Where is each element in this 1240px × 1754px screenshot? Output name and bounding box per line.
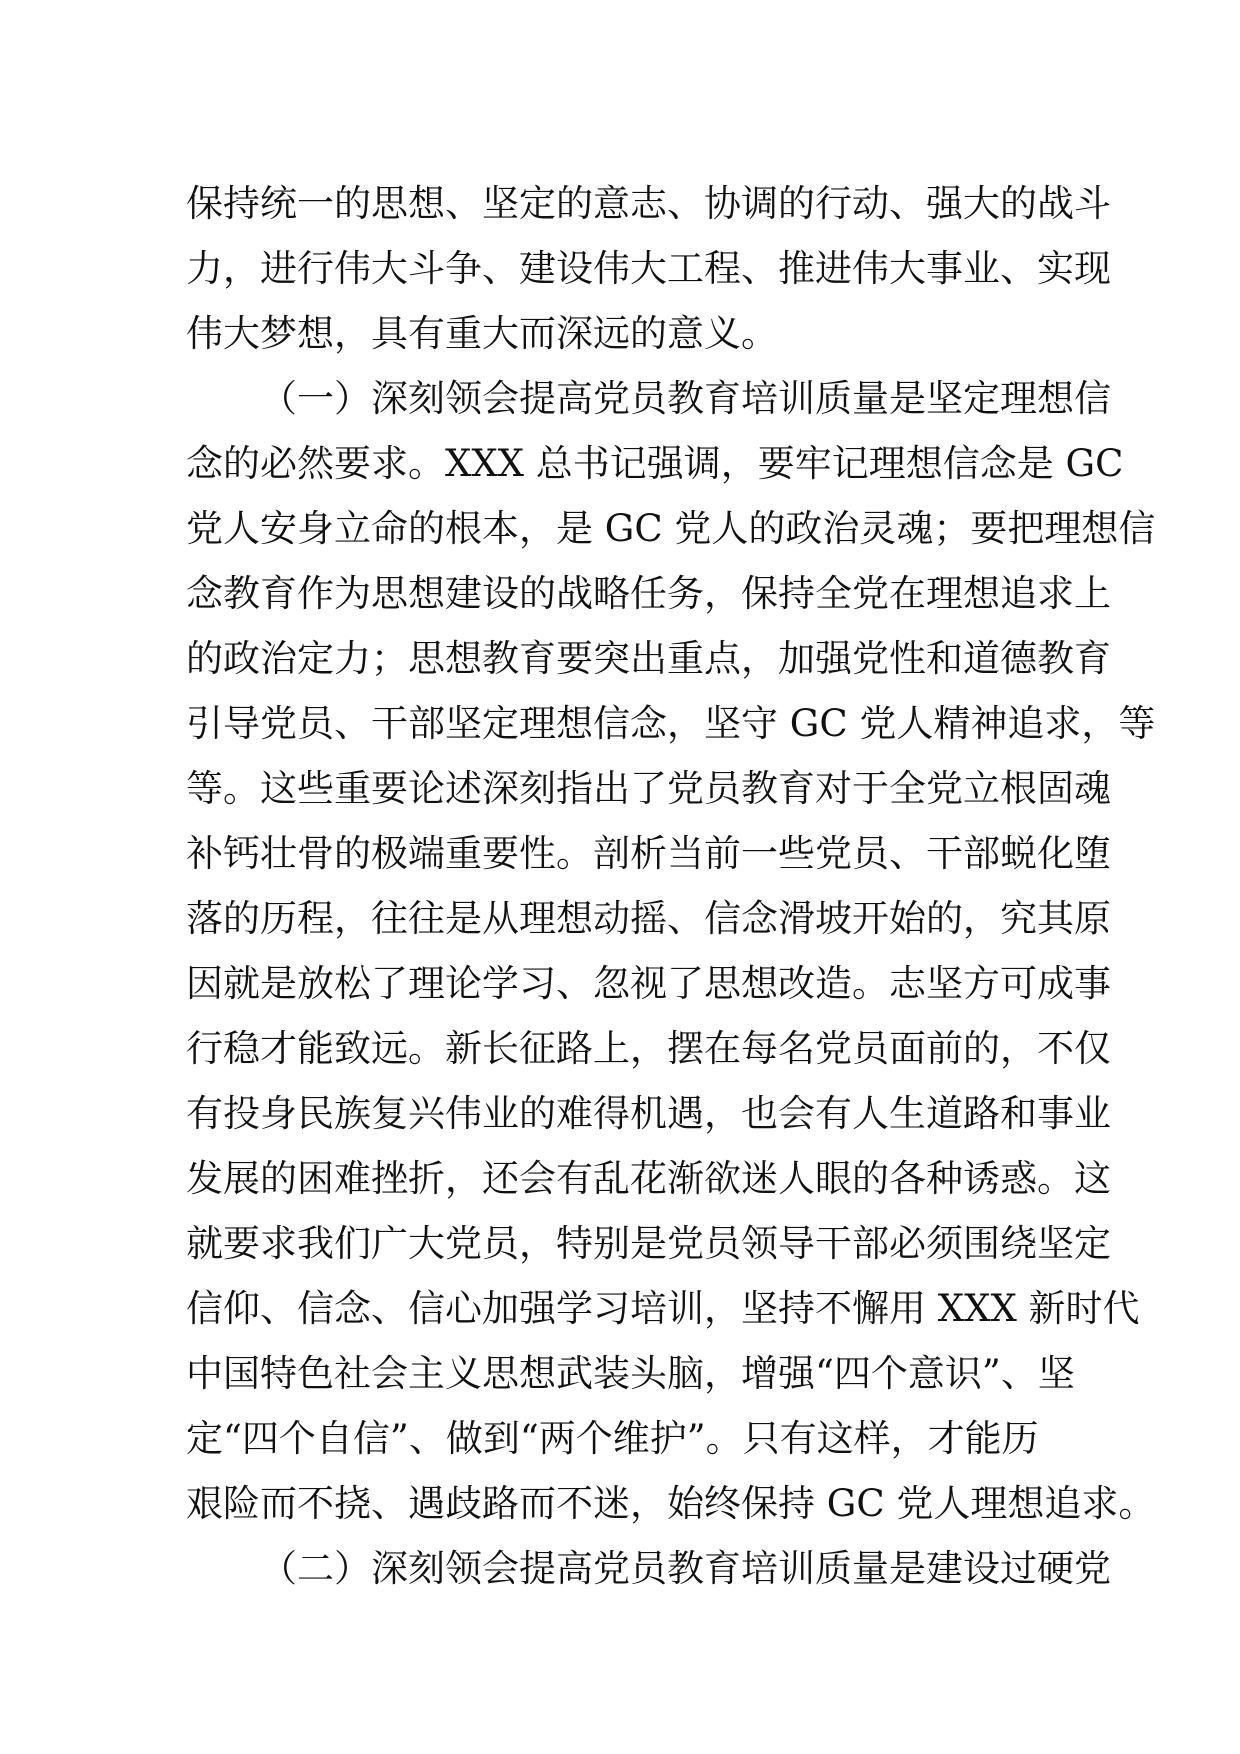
text-line: 中国特色社会主义思想武装头脑，增强“四个意识”、坚 <box>186 1352 1075 1395</box>
text-line: 就要求我们广大党员，特别是党员领导干部必须围绕坚定 <box>186 1222 1111 1265</box>
text-line: 补钙壮骨的极端重要性。剖析当前一些党员、干部蜕化堕 <box>186 832 1111 875</box>
text-line: 行稳才能致远。新长征路上，摆在每名党员面前的，不仅 <box>186 1027 1111 1070</box>
body-text <box>186 171 1156 1601</box>
text-line: 有投身民族复兴伟业的难得机遇，也会有人生道路和事业 <box>186 1092 1111 1135</box>
section-heading-1: （一）深刻领会提高党员教育培训质量是坚定理想信 <box>260 377 1111 420</box>
text-line: 发展的困难挫折，还会有乱花渐欲迷人眼的各种诱惑。这 <box>186 1157 1111 1200</box>
text-line: 念的必然要求。XXX 总书记强调，要牢记理想信念是 GC <box>186 442 1124 485</box>
text-line: 信仰、信念、信心加强学习培训，坚持不懈用 XXX 新时代 <box>186 1287 1140 1330</box>
text-line: 因就是放松了理论学习、忽视了思想改造。志坚方可成事 <box>186 962 1111 1005</box>
text-line: 的政治定力；思想教育要突出重点，加强党性和道德教育 <box>186 637 1111 680</box>
text-line: 念教育作为思想建设的战略任务，保持全党在理想追求上 <box>186 572 1111 615</box>
text-line: 保持统一的思想、坚定的意志、协调的行动、强大的战斗 <box>186 182 1111 225</box>
text-line: 等。这些重要论述深刻指出了党员教育对于全党立根固魂 <box>186 767 1111 810</box>
text-line: 力，进行伟大斗争、建设伟大工程、推进伟大事业、实现 <box>186 247 1111 290</box>
text-line: 定“四个自信”、做到“两个维护”。只有这样，才能历 <box>186 1417 1039 1460</box>
section-heading-2: （二）深刻领会提高党员教育培训质量是建设过硬党 <box>260 1547 1111 1590</box>
text-line: 引导党员、干部坚定理想信念，坚守 GC 党人精神追求，等 <box>186 702 1156 745</box>
text-line: 艰险而不挠、遇歧路而不迷，始终保持 GC 党人理想追求。 <box>186 1482 1156 1525</box>
text-line: 党人安身立命的根本，是 GC 党人的政治灵魂；要把理想信 <box>186 507 1156 550</box>
text-line: 伟大梦想，具有重大而深远的意义。 <box>186 312 778 355</box>
text-line: 落的历程，往往是从理想动摇、信念滑坡开始的，究其原 <box>186 897 1111 940</box>
